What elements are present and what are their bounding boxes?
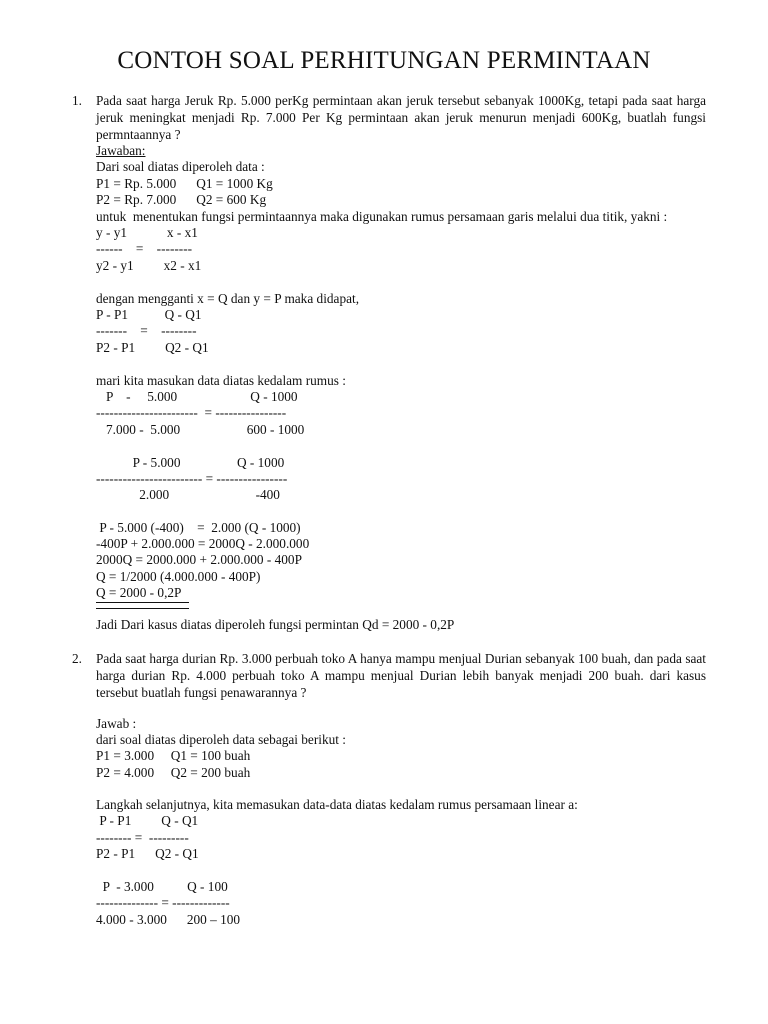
formula-line: ------- = -------- (96, 323, 197, 338)
answer-1-conclusion: Jadi Dari kasus diatas diperoleh fungsi permintan Qd = 2000 - 0,2P (96, 617, 455, 632)
answer-1-heading: Jawaban: (96, 143, 146, 158)
formula-line: Q = 1/2000 (4.000.000 - 400P) (96, 569, 261, 584)
formula-line: P2 - P1 Q2 - Q1 (96, 846, 199, 861)
answer-2-line: P2 = 4.000 Q2 = 200 buah (96, 765, 251, 780)
document-title: CONTOH SOAL PERHITUNGAN PERMINTAAN (117, 47, 651, 74)
formula-line: y - y1 x - x1 (96, 225, 198, 240)
double-underline (96, 602, 189, 609)
formula-line: 4.000 - 3.000 200 – 100 (96, 912, 241, 927)
question-1-number: 1. (72, 93, 82, 108)
answer-2-heading: Jawab : (96, 716, 137, 731)
formula-line: P2 - P1 Q2 - Q1 (96, 340, 209, 355)
formula-line: 7.000 - 5.000 600 - 1000 (96, 422, 305, 437)
formula-line: -400P + 2.000.000 = 2000Q - 2.000.000 (96, 536, 310, 551)
formula-line: -------------- = ------------- (96, 895, 230, 910)
formula-line: 2000Q = 2000.000 + 2.000.000 - 400P (96, 552, 302, 567)
formula-line: P - 5.000 (-400) = 2.000 (Q - 1000) (96, 520, 301, 535)
question-2-number: 2. (72, 651, 82, 666)
answer-1-line: untuk menentukan fungsi permintaannya maka digunakan rumus persamaan garis melalui dua titik, yakni : (96, 209, 668, 224)
answer-2-line: P1 = 3.000 Q1 = 100 buah (96, 748, 251, 763)
formula-line: P - P1 Q - Q1 (96, 307, 202, 322)
formula-line: y2 - y1 x2 - x1 (96, 258, 202, 273)
answer-1-line: P1 = Rp. 5.000 Q1 = 1000 Kg (96, 176, 273, 191)
answer-1-line: Dari soal diatas diperoleh data : (96, 159, 265, 174)
answer-1-line: P2 = Rp. 7.000 Q2 = 600 Kg (96, 192, 267, 207)
question-1-text: Pada saat harga Jeruk Rp. 5.000 perKg permintaan akan jeruk tersebut sebanyak 1000Kg, tetapi pada saat harga jeruk meningkat menjadi Rp. 7.000 Per Kg permintaan akan jeruk menurun menjadi 600Kg, buatlah fungsi permntaannya ? (96, 93, 706, 142)
formula-line: P - 3.000 Q - 100 (96, 879, 228, 894)
formula-line: ------ = -------- (96, 241, 193, 256)
answer-2-line: Langkah selanjutnya, kita memasukan data-data diatas kedalam rumus persamaan linear a: (96, 797, 578, 812)
formula-line: Q = 2000 - 0,2P (96, 585, 182, 600)
question-2-text: Pada saat harga durian Rp. 3.000 perbuah toko A hanya mampu menjual Durian sebanyak 100 buah, dan pada saat harga durian Rp. 4.000 perbuah toko A mampu menjual Durian lebih banyak menjadi 200 buah. dari kasus tersebut buatlah fungsi penawarannya ? (96, 651, 706, 700)
formula-line: ----------------------- = ---------------- (96, 405, 287, 420)
formula-line: ------------------------ = ---------------- (96, 471, 288, 486)
formula-line: P - 5.000 Q - 1000 (96, 389, 298, 404)
formula-line: 2.000 -400 (96, 487, 280, 502)
formula-line: -------- = --------- (96, 830, 189, 845)
answer-1-line: mari kita masukan data diatas kedalam rumus : (96, 373, 346, 388)
formula-line: P - 5.000 Q - 1000 (96, 455, 285, 470)
answer-2-line: dari soal diatas diperoleh data sebagai berikut : (96, 732, 346, 747)
formula-line: P - P1 Q - Q1 (96, 813, 199, 828)
answer-1-line: dengan mengganti x = Q dan y = P maka didapat, (96, 291, 360, 306)
